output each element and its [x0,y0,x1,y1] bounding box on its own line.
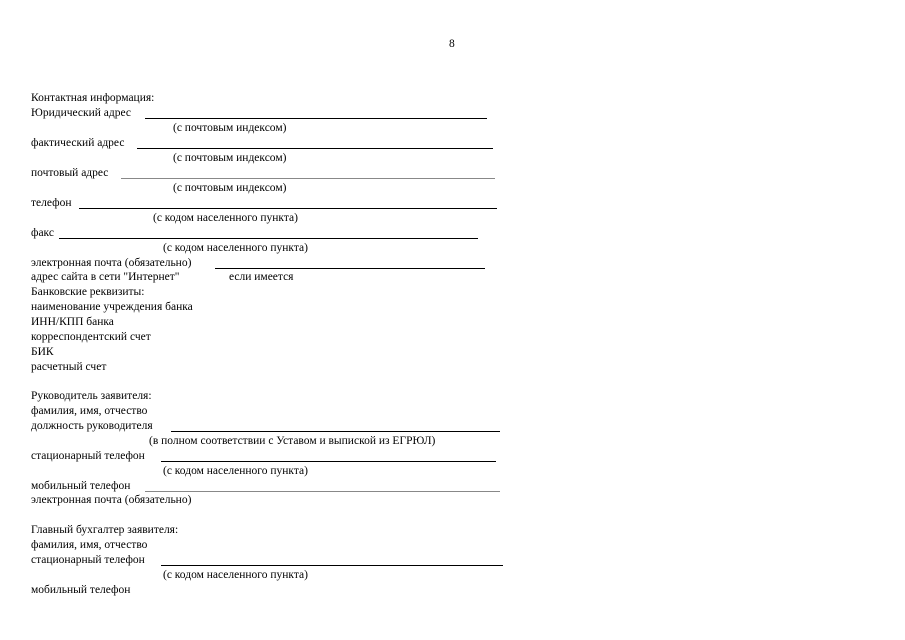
head-full-name-label: фамилия, имя, отчество [31,405,148,417]
email-label: электронная почта (обязательно) [31,257,192,269]
postal-address-hint: (с почтовым индексом) [173,182,287,194]
inn-kpp-label: ИНН/КПП банка [31,316,114,328]
fax-line[interactable] [59,238,478,239]
fax-label: факс [31,227,54,239]
actual-address-label: фактический адрес [31,137,125,149]
accountant-mobile-label: мобильный телефон [31,584,131,596]
legal-address-line[interactable] [145,118,487,119]
actual-address-line[interactable] [137,148,493,149]
legal-address-label: Юридический адрес [31,107,131,119]
bank-name-label: наименование учреждения банка [31,301,193,313]
accountant-heading: Главный бухгалтер заявителя: [31,524,179,536]
head-mobile-label: мобильный телефон [31,480,131,492]
postal-address-line[interactable] [121,178,495,179]
head-landline-label: стационарный телефон [31,450,145,462]
head-position-label: должность руководителя [31,420,153,432]
phone-hint: (с кодом населенного пункта) [153,212,298,224]
head-heading: Руководитель заявителя: [31,390,152,402]
head-mobile-line[interactable] [145,491,500,492]
email-line[interactable] [215,268,485,269]
head-email-label: электронная почта (обязательно) [31,494,192,506]
phone-line[interactable] [79,208,497,209]
head-position-line[interactable] [171,431,500,432]
accountant-landline-hint: (с кодом населенного пункта) [163,569,308,581]
head-position-hint: (в полном соответствии с Уставом и выпиской из ЕГРЮЛ) [149,435,436,447]
settlement-account-label: расчетный счет [31,361,107,373]
postal-address-label: почтовый адрес [31,167,109,179]
accountant-landline-line[interactable] [161,565,503,566]
head-landline-hint: (с кодом населенного пункта) [163,465,308,477]
actual-address-hint: (с почтовым индексом) [173,152,287,164]
phone-label: телефон [31,197,72,209]
contact-heading: Контактная информация: [31,92,155,104]
corr-account-label: корреспондентский счет [31,331,151,343]
bik-label: БИК [31,346,54,358]
fax-hint: (с кодом населенного пункта) [163,242,308,254]
bank-heading: Банковские реквизиты: [31,286,145,298]
accountant-full-name-label: фамилия, имя, отчество [31,539,148,551]
head-landline-line[interactable] [161,461,496,462]
website-label: адрес сайта в сети "Интернет" [31,271,180,283]
legal-address-hint: (с почтовым индексом) [173,122,287,134]
website-note: если имеется [229,271,294,283]
accountant-landline-label: стационарный телефон [31,554,145,566]
page-number: 8 [449,38,455,50]
